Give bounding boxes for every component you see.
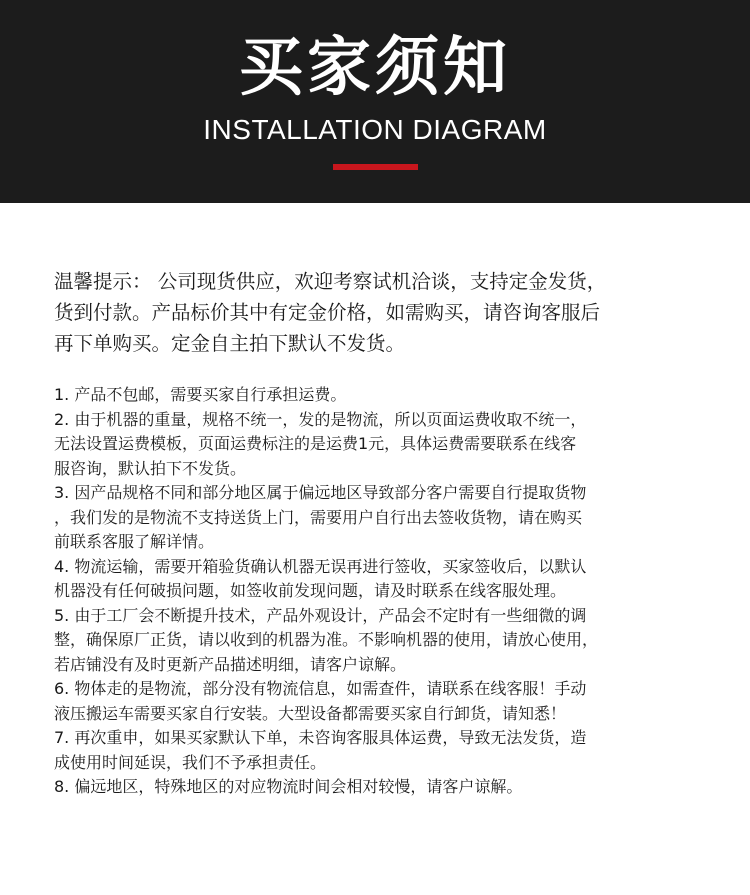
page-subtitle: INSTALLATION DIAGRAM — [203, 114, 547, 145]
rule-line: 7. 再次重申，如果买家默认下单，未咨询客服具体运费，导致无法发货，造 — [54, 728, 587, 747]
notice-line: 货到付款。产品标价其中有定金价格，如需购买，请咨询客服后 — [54, 301, 601, 324]
rule-line: 8. 偏远地区，特殊地区的对应物流时间会相对较慢，请客户谅解。 — [54, 777, 523, 796]
rule-line: 整，确保原厂正货，请以收到的机器为准。不影响机器的使用，请放心使用， — [54, 630, 599, 649]
notice-paragraph — [54, 266, 704, 359]
header-banner — [0, 0, 750, 203]
rule-line: 4. 物流运输，需要开箱验货确认机器无误再进行签收，买家签收后，以默认 — [54, 556, 587, 576]
rule-line: 液压搬运车需要买家自行安装。大型设备都需要买家自行卸货，请知悉！ — [54, 703, 567, 723]
rule-line: 无法设置运费模板，页面运费标注的是运费1元，具体运费需要联系在线客 — [54, 434, 577, 453]
notice-line: 再下单购买。定金自主拍下默认不发货。 — [54, 332, 406, 355]
rule-line: 服咨询，默认拍下不发货。 — [54, 458, 247, 478]
rule-line: 前联系客服了解详情。 — [54, 532, 215, 551]
rule-line: 1. 产品不包邮，需要买家自行承担运费。 — [54, 385, 347, 404]
rule-line: 3. 因产品规格不同和部分地区属于偏远地区导致部分客户需要自行提取货物 — [54, 483, 587, 502]
rule-line: 成使用时间延误，我们不予承担责任。 — [54, 752, 327, 772]
rule-line: 2. 由于机器的重量，规格不统一，发的是物流，所以页面运费收取不统一， — [54, 409, 587, 429]
rule-line: 若店铺没有及时更新产品描述明细，请客户谅解。 — [54, 654, 407, 674]
page-title: 买家须知 — [239, 31, 511, 105]
rules-list — [54, 383, 704, 800]
rule-line: 5. 由于工厂会不断提升技术，产品外观设计，产品会不定时有一些细微的调 — [54, 605, 587, 625]
rule-line: 机器没有任何破损问题，如签收前发现问题，请及时联系在线客服处理。 — [54, 581, 567, 600]
notice-line: 温馨提示： 公司现货供应，欢迎考察试机洽谈，支持定金发货， — [54, 270, 607, 293]
accent-divider — [333, 164, 418, 170]
rule-line: 6. 物体走的是物流，部分没有物流信息，如需查件，请联系在线客服！手动 — [54, 679, 587, 698]
rule-line: ，我们发的是物流不支持送货上门，需要用户自行出去签收货物，请在购买 — [54, 507, 583, 527]
